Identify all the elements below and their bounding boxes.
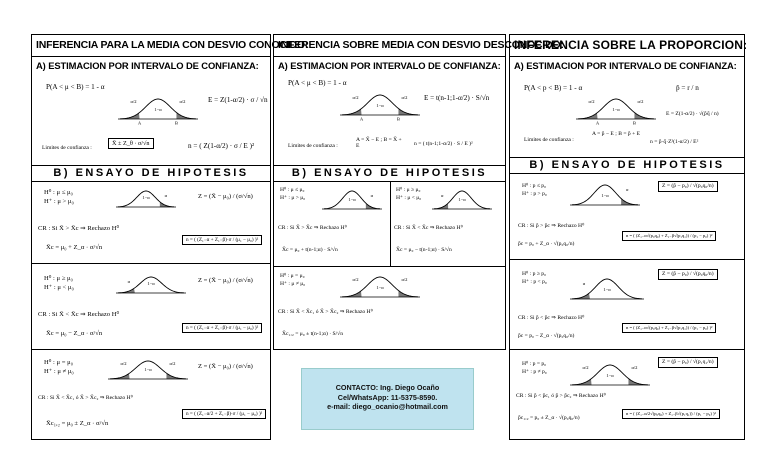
h1-right-test: H⁺ : μ > μ₀ bbox=[280, 195, 306, 201]
bell-alpha-label: α/2 bbox=[179, 99, 186, 104]
bell-alpha-label: α bbox=[440, 193, 444, 198]
sample-size-formula: n = p̂·q̂·Z²(1-α/2) / E² bbox=[650, 139, 699, 145]
bell-curve-right-tail bbox=[116, 183, 176, 213]
rejection-tail-right bbox=[176, 113, 196, 120]
bell-alpha-label: α/2 bbox=[637, 99, 644, 104]
n-formula-left: n = ( (Z₁₋α√(p₀q₀) + Z₁₋β√(p₁q₁)) / (p₁ − p₀) )² bbox=[622, 323, 716, 333]
bell-curve-left-tail bbox=[116, 269, 186, 299]
bell-b-label: B bbox=[174, 120, 179, 126]
h1-bilateral-test: H⁺ : μ ≠ μ₀ bbox=[44, 368, 74, 375]
sample-size-formula: n = ( t(n-1;1-α/2) · S / E )² bbox=[414, 141, 473, 147]
critical-region-bilateral: CR : Si X̄ < X̄c₁ ó X̄ > X̄c₂ ⇒ Rechazo H⁰ bbox=[38, 395, 133, 401]
bell-center-label: 1−α bbox=[154, 107, 162, 112]
sample-size-formula: n = ( Z(1-α/2) · σ / E )² bbox=[188, 142, 255, 150]
n-formula-right: n = ( (Z₁₋α + Z₁₋β)·σ / (μ₁ − μ₀) )² bbox=[182, 235, 262, 245]
critical-value-bilateral: X̄c₁,₂ = μ₀ ± t(n-1;α) · S/√n bbox=[282, 331, 344, 337]
column-known-sigma bbox=[31, 34, 309, 440]
bell-alpha-label: α/2 bbox=[169, 361, 176, 366]
critical-region-left: CR : Si X̄ < X̄c ⇒ Rechazo H⁰ bbox=[394, 225, 463, 231]
z-stat-left-test: Z = (p̂ − p₀) / √(p₀q₀/n) bbox=[658, 269, 718, 280]
rejection-tail-left bbox=[120, 113, 140, 119]
critical-value-left: X̄c = μ₀ − Z_α · σ/√n bbox=[46, 330, 103, 337]
rejection-tail-left bbox=[342, 109, 362, 115]
critical-region-right: CR : Si X̄ > X̄c ⇒ Rechazo H⁰ bbox=[38, 225, 120, 232]
h1-bilateral-test: H⁺ : p ≠ p₀ bbox=[522, 369, 547, 375]
critical-region-left: CR : Si p̂ < p̂c ⇒ Rechazo H⁰ bbox=[518, 315, 585, 321]
bell-center-label: 1−α bbox=[601, 193, 609, 198]
bell-curve-bilateral bbox=[108, 353, 188, 385]
rejection-tail-right bbox=[621, 199, 638, 206]
limits-label: Limites de confianza : bbox=[288, 143, 338, 149]
critical-value-left: X̄c = μ₀ − t(n-1;α) · S/√n bbox=[396, 247, 452, 253]
rejection-tail-right bbox=[398, 109, 418, 116]
bell-center-label: 1−α bbox=[376, 103, 384, 108]
bell-alpha-label: α bbox=[127, 279, 131, 284]
section-b-title: B) ENSAYO DE HIPOTESIS bbox=[274, 165, 505, 182]
bell-b-label: B bbox=[632, 120, 637, 126]
bell-curve-two-tail bbox=[340, 87, 420, 121]
h1-right-test: H⁺ : p > p₀ bbox=[522, 191, 547, 197]
contact-box bbox=[301, 368, 474, 430]
bell-curve-two-tail bbox=[576, 91, 656, 125]
h1-bilateral-test: H⁺ : μ ≠ μ₀ bbox=[280, 281, 306, 287]
bell-alpha-label: α/2 bbox=[120, 361, 127, 366]
divider bbox=[510, 259, 744, 260]
bell-center-label: 1−α bbox=[144, 367, 152, 372]
critical-value-right: p̂c = p₀ + Z_α · √(p₀q₀/n) bbox=[518, 241, 575, 247]
bell-a-label: A bbox=[359, 116, 364, 122]
h0-right-test: H⁰ : p ≤ p₀ bbox=[522, 183, 547, 189]
bell-curve-left-tail bbox=[432, 183, 492, 215]
bell-b-label: B bbox=[396, 116, 401, 122]
bell-curve-right-tail bbox=[570, 177, 640, 211]
h1-left-test: H⁺ : p < p₀ bbox=[522, 279, 547, 285]
bell-center-label: 1−α bbox=[458, 197, 466, 202]
bell-alpha-label: α/2 bbox=[582, 365, 589, 370]
rejection-tail-left bbox=[578, 113, 598, 119]
error-formula: E = Z(1-α/2) · σ / √n bbox=[208, 96, 268, 104]
limits-formula: A = p̂ − E ; B = p̂ + E bbox=[592, 131, 641, 137]
bell-alpha-label: α/2 bbox=[401, 95, 408, 100]
critical-region-left: CR : Si X̄ < X̄c ⇒ Rechazo H⁰ bbox=[38, 311, 120, 318]
bell-center-label: 1−α bbox=[376, 285, 384, 290]
sample-proportion: p̂ = r / n bbox=[676, 84, 699, 92]
rejection-tail-left bbox=[572, 379, 592, 385]
z-stat-left-test: Z = (X̄ − μ₀) / (σ/√n) bbox=[198, 277, 253, 284]
column-title: INFERENCIA PARA LA MEDIA CON DESVIO CONOCIDO: bbox=[32, 35, 270, 57]
bell-curve-two-tail bbox=[118, 91, 198, 125]
h1-left-test: H⁺ : μ < μ₀ bbox=[396, 195, 422, 201]
divider bbox=[274, 266, 505, 267]
section-a-title: A) ESTIMACION POR INTERVALO DE CONFIANZA: bbox=[36, 60, 259, 71]
divider bbox=[32, 263, 270, 264]
bell-curve-left-tail bbox=[570, 271, 644, 305]
critical-value-right: X̄c = μ₀ + t(n-1;α) · S/√n bbox=[282, 247, 338, 253]
rejection-tail-left bbox=[110, 374, 130, 380]
h0-right-test: H⁰ : μ ≤ μ₀ bbox=[280, 187, 305, 193]
n-formula-bilateral: n = ( (Z₁₋α/2 + Z₁₋β)·σ / (μ₁ − μ₀) )² bbox=[182, 409, 266, 419]
rejection-tail-right bbox=[398, 291, 418, 298]
critical-region-bilateral: CR : Si X̄ < X̄c₁ ó X̄ > X̄c₂ ⇒ Rechazo H⁰ bbox=[278, 309, 373, 315]
bell-alpha-label: α/2 bbox=[130, 99, 137, 104]
section-b-title: B) ENSAYO DE HIPOTESIS bbox=[32, 165, 270, 182]
h0-left-test: H⁰ : p ≥ p₀ bbox=[522, 271, 547, 277]
z-stat-right-test: Z = (X̄ − μ₀) / (σ/√n) bbox=[198, 193, 253, 200]
rejection-tail-left bbox=[342, 291, 362, 297]
rejection-tail-left bbox=[434, 203, 448, 209]
bell-curve-right-tail bbox=[322, 183, 382, 215]
probability-statement: P(A < μ < B) = 1 - α bbox=[46, 83, 105, 91]
z-stat-right-test: Z = (p̂ − p₀) / √(p₀q₀/n) bbox=[658, 181, 718, 192]
bell-curve-bilateral bbox=[340, 269, 420, 303]
h0-bilateral-test: H⁰ : p = p₀ bbox=[522, 361, 547, 367]
bell-center-label: 1−α bbox=[603, 287, 611, 292]
rejection-tail-right bbox=[634, 113, 654, 120]
column-title: INFERENCIA SOBRE MEDIA CON DESVIO DESCONOCIDO: bbox=[274, 35, 505, 57]
bell-alpha-label: α bbox=[625, 187, 629, 192]
h0-left-test: H⁰ : μ ≥ μ₀ bbox=[44, 275, 73, 282]
bell-alpha-label: α bbox=[164, 193, 168, 198]
error-formula: E = t(n-1;1-α/2) · S/√n bbox=[424, 94, 490, 102]
h0-right-test: H⁰ : μ ≤ μ₀ bbox=[44, 189, 73, 196]
critical-value-bilateral: p̂c₁,₂ = p₀ ± Z_α · √(p₀q₀/n) bbox=[518, 415, 580, 421]
contact-email: e-mail: diego_ocanio@hotmail.com bbox=[327, 402, 448, 412]
bell-center-label: 1−α bbox=[147, 281, 155, 286]
critical-region-right: CR : Si p̂ > p̂c ⇒ Rechazo H⁰ bbox=[518, 223, 585, 229]
bell-alpha-label: α/2 bbox=[588, 99, 595, 104]
critical-value-right: X̄c = μ₀ + Z_α · σ/√n bbox=[46, 244, 103, 251]
divider bbox=[510, 349, 744, 350]
bell-curve-bilateral bbox=[570, 357, 650, 391]
bell-a-label: A bbox=[137, 120, 142, 126]
probability-statement: P(A < μ < B) = 1 - α bbox=[288, 79, 347, 87]
section-a-title: A) ESTIMACION POR INTERVALO DE CONFIANZA: bbox=[278, 60, 501, 71]
limits-formula: A = X̄ − E ; B = X̄ + E bbox=[356, 137, 402, 150]
contact-line: CONTACTO: Ing. Diego Ocaño bbox=[335, 383, 440, 392]
bell-alpha-label: α/2 bbox=[352, 277, 359, 282]
z-stat-bilateral: Z = (p̂ − p₀) / √(p₁q₁/n) bbox=[658, 357, 718, 368]
bell-center-label: 1−α bbox=[348, 197, 356, 202]
rejection-tail-right bbox=[628, 379, 648, 386]
column-proportion bbox=[509, 34, 748, 440]
bell-alpha-label: α bbox=[370, 193, 374, 198]
bell-alpha-label: α/2 bbox=[401, 277, 408, 282]
limits-label: Limites de confianza : bbox=[42, 145, 92, 151]
h0-bilateral-test: H⁰ : μ = μ₀ bbox=[44, 359, 73, 366]
divider bbox=[32, 349, 270, 350]
section-b-title: B) ENSAYO DE HIPOTESIS bbox=[510, 157, 744, 174]
critical-region-right: CR : Si X̄ > X̄c ⇒ Rechazo H⁰ bbox=[278, 225, 347, 231]
divider-vertical bbox=[390, 181, 391, 266]
bell-alpha-label: α bbox=[582, 281, 586, 286]
h0-bilateral-test: H⁰ : μ = μ₀ bbox=[280, 273, 305, 279]
error-formula: E = Z(1-α/2) · √(p̂q̂ / n) bbox=[666, 111, 719, 117]
section-a-title: A) ESTIMACION POR INTERVALO DE CONFIANZA: bbox=[514, 60, 737, 71]
probability-statement: P(A < p < B) = 1 - α bbox=[524, 84, 583, 92]
n-formula-bilateral: n = ( (Z₁₋α/2√(p₀q₀) + Z₁₋β√(p₁q₁)) / (p₁ − p₀) )² bbox=[622, 409, 720, 419]
n-formula-right: n = ( (Z₁₋α√(p₀q₀) + Z₁₋β√(p₁q₁)) / (p₁ − p₀) )² bbox=[622, 231, 716, 241]
critical-value-left: p̂c = p₀ − Z_α · √(p₀q₀/n) bbox=[518, 333, 575, 339]
column-title: INFERENCIA SOBRE LA PROPORCION: bbox=[510, 35, 744, 57]
z-stat-bilateral: Z = (X̄ − μ₀) / (σ/√n) bbox=[198, 363, 253, 370]
bell-center-label: 1−α bbox=[142, 195, 150, 200]
critical-region-bilateral: CR : Si p̂ < p̂c₁ ó p̂ > p̂c₂ ⇒ Rechazo H⁰ bbox=[516, 393, 606, 399]
critical-value-bilateral: X̄c₁,₂ = μ₀ ± Z_α · σ/√n bbox=[46, 420, 109, 427]
contact-phone: Cel/WhatsApp: 11-5375-8590. bbox=[337, 392, 438, 402]
bell-center-label: 1−α bbox=[612, 107, 620, 112]
limits-formula-box: X̄ ± Z_θ · σ/√n bbox=[108, 138, 154, 149]
bell-alpha-label: α/2 bbox=[631, 365, 638, 370]
h1-left-test: H⁺ : μ < μ₀ bbox=[44, 284, 74, 291]
h0-left-test: H⁰ : μ ≥ μ₀ bbox=[396, 187, 421, 193]
bell-center-label: 1−α bbox=[606, 373, 614, 378]
bell-alpha-label: α/2 bbox=[352, 95, 359, 100]
limits-label: Limites de confianza : bbox=[524, 137, 574, 143]
n-formula-left: n = ( (Z₁₋α + Z₁₋β)·σ / (μ₁ − μ₀) )² bbox=[182, 323, 262, 333]
bell-a-label: A bbox=[595, 120, 600, 126]
h1-right-test: H⁺ : μ > μ₀ bbox=[44, 198, 74, 205]
rejection-tail-right bbox=[366, 203, 380, 209]
